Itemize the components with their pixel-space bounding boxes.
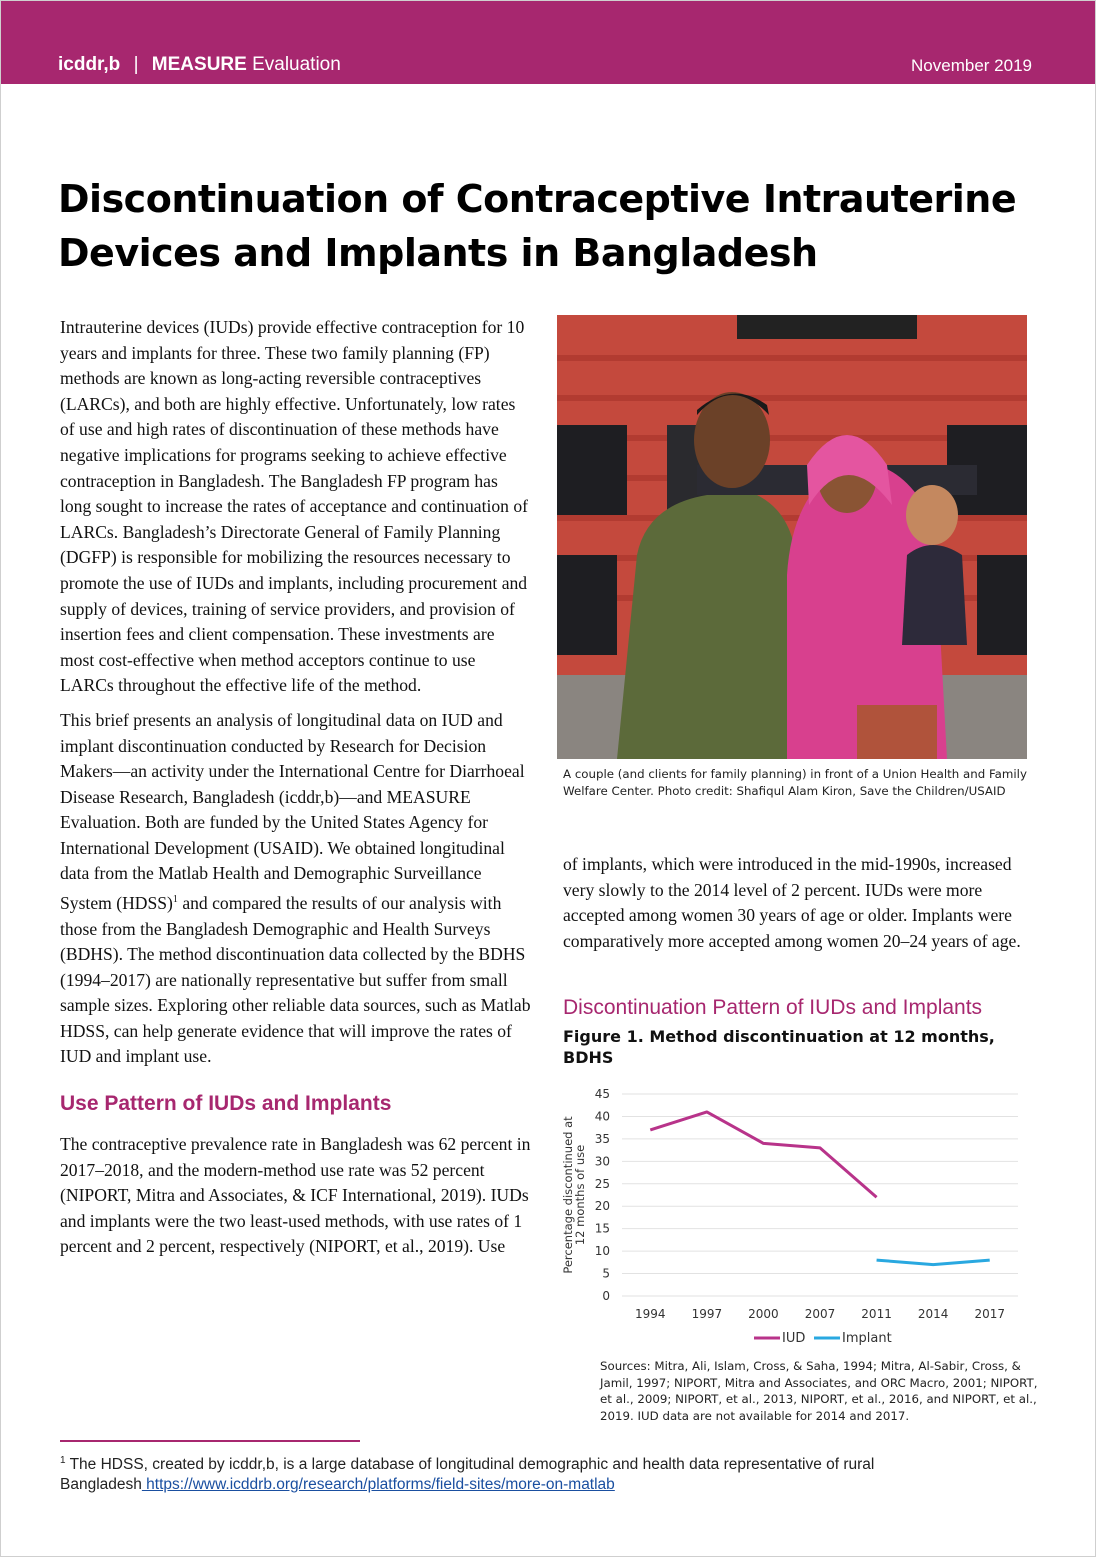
y-tick-label: 0 xyxy=(602,1289,610,1303)
document-title: Discontinuation of Contraceptive Intrauterine Devices and Implants in Bangladesh xyxy=(58,177,1017,275)
x-tick-label: 2014 xyxy=(917,1307,949,1321)
org-measure-bold: MEASURE xyxy=(151,54,247,75)
footnote-link[interactable]: https://www.icddrb.org/research/platforms/field-sites/more-on-matlab xyxy=(141,1476,615,1494)
section-heading-use-pattern: Use Pattern of IUDs and Implants xyxy=(60,1092,392,1116)
y-axis-label-line: Percentage discontinued at xyxy=(561,1116,575,1274)
series-line-implant xyxy=(877,1260,990,1264)
header-bar xyxy=(0,0,1096,84)
chart-legend xyxy=(754,1331,892,1346)
footnote xyxy=(60,1451,940,1495)
legend-label-iud: IUD xyxy=(782,1331,806,1346)
photo-caption: A couple (and clients for family planning) in front of a Union Health and Family Welfare Center. Photo credit: Shafiqul Alam Kiron, Save the Children/USAID xyxy=(563,767,1027,798)
use-pattern-paragraph: The contraceptive prevalence rate in Bangladesh was 62 percent in 2017–2018, and the modern-method use rate was 52 percent (NIPORT, Mitra and Associates, & ICF International, 2019). IUDs and implants were the two least-used methods, with use rates of 1 percent and 2 percent, respectively (NIPORT, et al., 2019). Use xyxy=(60,1134,531,1257)
photo-illustration xyxy=(557,315,1027,759)
intro-p2-part-a: This brief presents an analysis of longitudinal data on IUD and implant discontinuation conducted by Research for Decision Makers—an activity under the International Centre for Diarrhoeal Disease Research, Bangladesh (icddr,b)—and MEASURE Evaluation. Both are funded by the United States Agency for International Development (USAID). We obtained longitudinal data from the Matlab Health and Demographic Surveillance System (HDSS) xyxy=(60,709,525,913)
legend-label-implant: Implant xyxy=(842,1331,892,1346)
chart-series xyxy=(650,1112,989,1265)
x-tick-label: 1994 xyxy=(635,1307,666,1321)
y-tick-label: 20 xyxy=(594,1199,610,1214)
org-names xyxy=(58,54,341,76)
chart-gridlines xyxy=(622,1094,1018,1296)
x-tick-label: 1997 xyxy=(691,1307,723,1321)
x-tick-label: 2017 xyxy=(974,1307,1005,1321)
figure-sources: Sources: Mitra, Ali, Islam, Cross, & Saha, 1994; Mitra, Al-Sabir, Cross, & Jamil, 1997; NIPORT, Mitra and Associates, and ORC Macro, 2001; NIPORT, et al., 2009; NIPORT, et al., 2013, NIPORT, et al., 2016, and NIPORT, et al., 2019. IUD data are not available for 2014 and 2017. xyxy=(600,1359,1038,1423)
left-column xyxy=(60,315,532,1269)
y-tick-label: 5 xyxy=(602,1266,610,1281)
x-tick-label: 2007 xyxy=(804,1307,836,1321)
y-tick-label: 40 xyxy=(594,1109,610,1124)
discontinuation-line-chart xyxy=(560,1082,1040,1357)
y-tick-label: 45 xyxy=(594,1087,610,1101)
x-tick-label: 2011 xyxy=(861,1307,892,1321)
chart-y-ticks xyxy=(595,1087,610,1303)
footnote-mark: 1 xyxy=(60,1455,66,1466)
footnote-rule xyxy=(60,1440,360,1442)
intro-paragraph-2 xyxy=(60,708,532,1070)
intro-paragraph-1: Intrauterine devices (IUDs) provide effective contraception for 10 years and implants for three. These two family planning (FP) methods are known as long-acting reversible contraceptives (LARCs), and both are highly effective. Unfortunately, low rates of use and high rates of discontinuation of these methods have negative implications for programs seeking to achieve effective contraception in Bangladesh. The Bangladesh FP program has long sought to increase the rates of acceptance and continuation of LARCs. Bangladesh’s Directorate General of Family Planning (DGFP) is responsible for mobilizing the resources necessary to promote the use of IUDs and implants, including procurement and supply of devices, training of service providers, and provision of insertion fees and client compensation. These investments are most cost-effective when method acceptors continue to use LARCs throughout the effective life of the method. xyxy=(60,317,529,696)
org-measure-rest: Evaluation xyxy=(246,54,341,75)
photo-couple-health-center xyxy=(557,315,1027,759)
chart-y-axis-label xyxy=(561,1116,587,1274)
chart-x-ticks xyxy=(635,1307,1005,1321)
right-column-text xyxy=(563,852,1041,963)
series-line-iud xyxy=(650,1112,876,1197)
y-tick-label: 25 xyxy=(594,1176,610,1191)
footnote-ref[interactable]: 1 xyxy=(172,894,178,906)
y-axis-label-line: 12 months of use xyxy=(573,1144,587,1246)
section-heading-discontinuation: Discontinuation Pattern of IUDs and Implants xyxy=(563,996,983,1019)
y-tick-label: 30 xyxy=(594,1154,610,1169)
use-pattern-paragraph-continued: of implants, which were introduced in the mid-1990s, increased very slowly to the 2014 level of 2 percent. IUDs were more accepted among women 30 years of age or older. Implants were comparatively more accepted among women 20–24 years of age. xyxy=(563,854,1021,951)
org-separator: | xyxy=(133,54,139,75)
figure-title: Figure 1. Method discontinuation at 12 months, BDHS xyxy=(563,1027,995,1067)
footnote-text: The HDSS, created by icddr,b, is a large database of longitudinal demographic and health data representative of rural Bangladesh xyxy=(60,1456,875,1494)
y-tick-label: 35 xyxy=(594,1131,610,1146)
y-tick-label: 15 xyxy=(594,1221,610,1236)
x-tick-label: 2000 xyxy=(748,1307,779,1321)
org-icddrb: icddr,b xyxy=(58,54,121,75)
y-tick-label: 10 xyxy=(594,1244,610,1259)
publication-date: November 2019 xyxy=(911,56,1032,75)
intro-p2-part-b: and compared the results of our analysis with those from the Bangladesh Demographic and Health Surveys (BDHS). The method discontinuation data collected by the BDHS (1994–2017) are nationally representative but suffer from small sample sizes. Exploring other reliable data sources, such as Matlab HDSS, can help generate evidence that will improve the rates of IUD and implant use. xyxy=(60,892,531,1067)
